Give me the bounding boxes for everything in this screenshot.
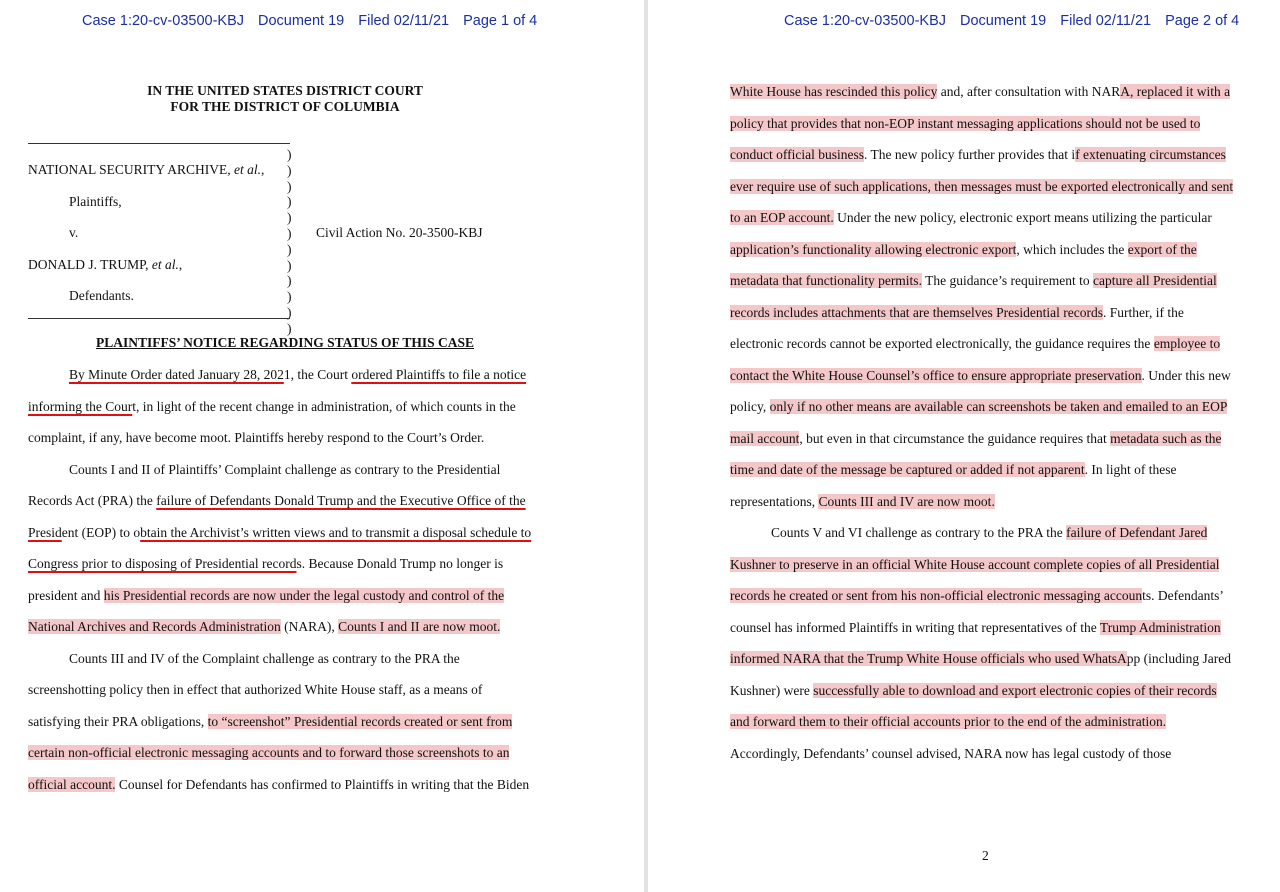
civil-action-number: Civil Action No. 20-3500-KBJ — [316, 225, 483, 240]
body-line — [730, 461, 1176, 479]
defendant-name: DONALD J. TRUMP, — [28, 257, 149, 272]
text-run: Counts III and IV of the Complaint challenge as contrary to the PRA the — [69, 650, 460, 666]
highlighted-text: certain non-official electronic messaging accounts and to forward those screenshots to an — [28, 745, 510, 760]
text-run: t, in light of the recent change in administration, of which counts in the — [132, 398, 516, 414]
body-line — [730, 83, 1230, 101]
highlighted-text: successfully able to download and export electronic copies of their records — [813, 682, 1217, 698]
text-run: electronic records cannot be exported electronically, the guidance requires the — [730, 336, 1154, 351]
caption-paren: ) — [287, 147, 292, 162]
body-line — [28, 618, 500, 636]
highlighted-text: National Archives and Records Administration — [28, 619, 281, 634]
highlighted-text: records includes attachments that are themselves Presidential records — [730, 304, 1103, 320]
highlighted-text: Counts I and II are now moot. — [338, 619, 501, 634]
body-line — [69, 650, 460, 668]
text-run: ts. Defendants’ — [1142, 588, 1224, 603]
court-name-line-1: IN THE UNITED STATES DISTRICT COURT — [147, 83, 423, 98]
notice-title: PLAINTIFFS’ NOTICE REGARDING STATUS OF THIS CASE — [95, 335, 475, 350]
caption-paren: ) — [287, 320, 292, 336]
underlined-text: btain the Archivist’s written views and to transmit a disposal schedule to — [140, 524, 532, 540]
body-line — [730, 398, 1227, 416]
highlighted-text: export of the — [1127, 241, 1197, 257]
text-run: counsel has informed Plaintiffs in writing that representatives of the — [730, 619, 1100, 635]
caption-paren: ) — [287, 194, 292, 210]
text-run: Under the new policy, electronic export means utilizing the particular — [833, 210, 1212, 225]
text-run: (NARA), — [280, 619, 339, 634]
body-line — [28, 492, 526, 510]
text-run: . In light of these — [1084, 462, 1177, 477]
underlined-text: informing the Cour — [28, 398, 133, 414]
header-page-count: Page 2 of 4 — [1165, 13, 1240, 29]
highlighted-text: f extenuating circumstances — [1075, 147, 1226, 162]
caption-defendant — [28, 256, 182, 274]
highlighted-text: to an EOP account. — [730, 210, 834, 225]
body-line — [730, 146, 1226, 164]
text-run: satisfying their PRA obligations, — [28, 713, 208, 729]
highlighted-text: ever require use of such applications, then messages must be exported electronically and sent — [730, 178, 1234, 194]
header-document: Document 19 — [960, 13, 1047, 29]
body-line — [730, 587, 1224, 605]
defendant-suffix: , — [178, 257, 183, 272]
text-run: , which includes the — [1016, 241, 1128, 257]
highlighted-text: policy that provides that non-EOP instant messaging applications should not be used to — [730, 115, 1201, 131]
body-line — [28, 713, 512, 731]
underlined-text: Congress prior to disposing of Presidential record — [28, 556, 297, 571]
caption-paren: ) — [287, 289, 292, 305]
body-line — [28, 776, 529, 794]
caption-plaintiff — [28, 161, 264, 179]
page-header — [784, 13, 1239, 29]
highlighted-text: mail account — [730, 430, 800, 446]
highlighted-text: application’s functionality allowing electronic export — [730, 241, 1017, 257]
highlighted-text: Trump Administration — [1099, 619, 1221, 635]
caption-plaintiffs-label: Plaintiffs, — [69, 194, 122, 209]
header-case-number: Case 1:20-cv-03500-KBJ — [784, 13, 946, 29]
highlighted-text: A, replaced it with a — [1120, 84, 1231, 99]
body-line — [69, 366, 526, 384]
highlighted-text: employee to — [1153, 336, 1221, 351]
body-line — [28, 587, 504, 605]
body-line — [771, 524, 1207, 542]
highlighted-text: records he created or sent from his non-official electronic messaging accoun — [730, 588, 1143, 603]
body-line — [730, 493, 995, 511]
body-line — [730, 745, 1171, 763]
text-run: and, after consultation with NAR — [937, 84, 1121, 99]
defendant-et-al: et al. — [151, 257, 179, 272]
text-run: president and — [28, 587, 104, 603]
header-filed-date: Filed 02/11/21 — [358, 13, 450, 29]
caption-paren: ) — [287, 178, 292, 194]
body-line — [730, 556, 1219, 574]
highlighted-text: Kushner to preserve in an official White House account complete copies of all Presidential — [730, 556, 1220, 572]
underlined-text: Presid — [28, 524, 62, 540]
body-line — [730, 272, 1217, 290]
body-line — [28, 744, 509, 762]
underlined-text: ordered Plaintiffs to file a notice — [351, 367, 527, 382]
highlighted-text: time and date of the message be captured or added if not apparent — [730, 462, 1085, 477]
highlighted-text: contact the White House Counsel’s office to e — [730, 367, 978, 383]
body-line — [730, 367, 1231, 385]
plaintiff-name: NATIONAL SECURITY ARCHIVE, — [28, 162, 231, 177]
court-name-line-2: FOR THE DISTRICT OF COLUMBIA — [170, 99, 400, 114]
caption-paren: ) — [287, 257, 292, 273]
text-run: . Under this new — [1141, 367, 1231, 383]
highlighted-text: official account. — [28, 776, 116, 792]
body-line — [28, 681, 482, 699]
caption-paren: ) — [287, 273, 292, 289]
underlined-text: failure of Defendants Donald Trump and the Executive Office of the — [156, 493, 526, 508]
caption-paren: ) — [287, 162, 292, 178]
text-run: Records Act (PRA) the — [28, 493, 157, 508]
body-line — [28, 398, 516, 416]
body-line — [730, 682, 1217, 700]
highlighted-text: capture all Presidential — [1093, 273, 1217, 288]
highlighted-text: White House has rescinded this policy — [730, 84, 938, 99]
text-run: pp (including Jared — [1126, 651, 1231, 666]
text-run: Counts V and VI challenge as contrary to the PRA the — [771, 525, 1067, 540]
text-run: s. Because Donald Trump no longer is — [296, 556, 504, 571]
text-run: , but even in that circumstance the guidance requires that — [799, 430, 1111, 446]
caption-paren: ) — [287, 241, 292, 257]
highlighted-text: metadata that functionality permits. — [730, 273, 922, 288]
caption-paren: ) — [287, 210, 292, 226]
page-header — [82, 13, 537, 29]
caption-top-rule — [28, 143, 290, 144]
body-line — [730, 304, 1184, 322]
text-run: The guidance’s requirement to — [921, 273, 1094, 288]
highlighted-text: conduct official business — [730, 147, 864, 162]
header-filed-date: Filed 02/11/21 — [1060, 13, 1152, 29]
text-run: complaint, if any, have become moot. Plaintiffs hereby respond to the Court’s Order. — [28, 430, 485, 445]
highlighted-text: informed NARA that the Trump White House officials who used WhatsA — [730, 651, 1127, 666]
text-run: policy, — [730, 399, 770, 414]
highlighted-text: his Presidential records are now under the legal custody and control of the — [103, 587, 505, 603]
caption-defendants-label: Defendants. — [69, 288, 134, 303]
text-run: Accordingly, Defendants’ counsel advised, NARA now has legal custody of those — [730, 745, 1172, 761]
text-run: . The new policy further provides that i — [863, 147, 1076, 162]
text-run: Counsel for Defendants has confirmed to Plaintiffs in writing that the Biden — [115, 776, 530, 792]
highlighted-text: failure of Defendant Jared — [1066, 525, 1208, 540]
body-line — [730, 619, 1221, 637]
highlighted-text: nsure appropriate preservation — [977, 367, 1142, 383]
text-run: 1, the Court — [283, 367, 352, 382]
caption-bottom-rule — [28, 318, 290, 319]
underlined-text: By Minute Order dated January 28, 202 — [69, 367, 284, 382]
body-line — [69, 461, 500, 479]
body-line — [730, 335, 1220, 353]
page-number: 2 — [982, 848, 989, 863]
highlighted-text: to “screenshot” Presidential records created or sent from — [207, 713, 513, 729]
text-run: representations, — [730, 493, 819, 509]
plaintiff-et-al: et al. — [234, 162, 261, 177]
text-run: ent (EOP) to o — [61, 524, 141, 540]
document-page-2 — [648, 0, 1280, 892]
body-line — [730, 178, 1233, 196]
body-line — [28, 555, 503, 573]
body-line — [730, 241, 1197, 259]
text-run: screenshotting policy then in effect that authorized White House staff, as a means of — [28, 682, 483, 697]
text-run: . Further, if the — [1103, 304, 1184, 320]
body-line — [730, 713, 1166, 731]
body-line — [730, 115, 1200, 133]
header-page-count: Page 1 of 4 — [463, 13, 538, 29]
body-line — [730, 650, 1231, 668]
plaintiff-suffix: , — [261, 162, 265, 177]
body-line — [730, 209, 1212, 227]
highlighted-text: only if no other means are available can screenshots be taken and emailed to an EOP — [769, 399, 1228, 414]
highlighted-text: metadata such as the — [1110, 430, 1222, 446]
highlighted-text: Counts III and IV are now moot. — [818, 493, 995, 509]
text-run: Kushner) were — [730, 682, 814, 698]
highlighted-text: and forward them to their official accounts prior to the end of the administration. — [730, 714, 1167, 729]
caption-paren: ) — [287, 226, 292, 241]
header-document: Document 19 — [258, 13, 345, 29]
text-run: Counts I and II of Plaintiffs’ Complaint challenge as contrary to the Presidential — [69, 461, 501, 477]
caption-versus: v. — [69, 225, 79, 240]
caption-paren: ) — [287, 305, 292, 320]
body-line — [28, 429, 484, 447]
header-case-number: Case 1:20-cv-03500-KBJ — [82, 13, 244, 29]
body-line — [28, 524, 531, 542]
body-line — [730, 430, 1221, 448]
